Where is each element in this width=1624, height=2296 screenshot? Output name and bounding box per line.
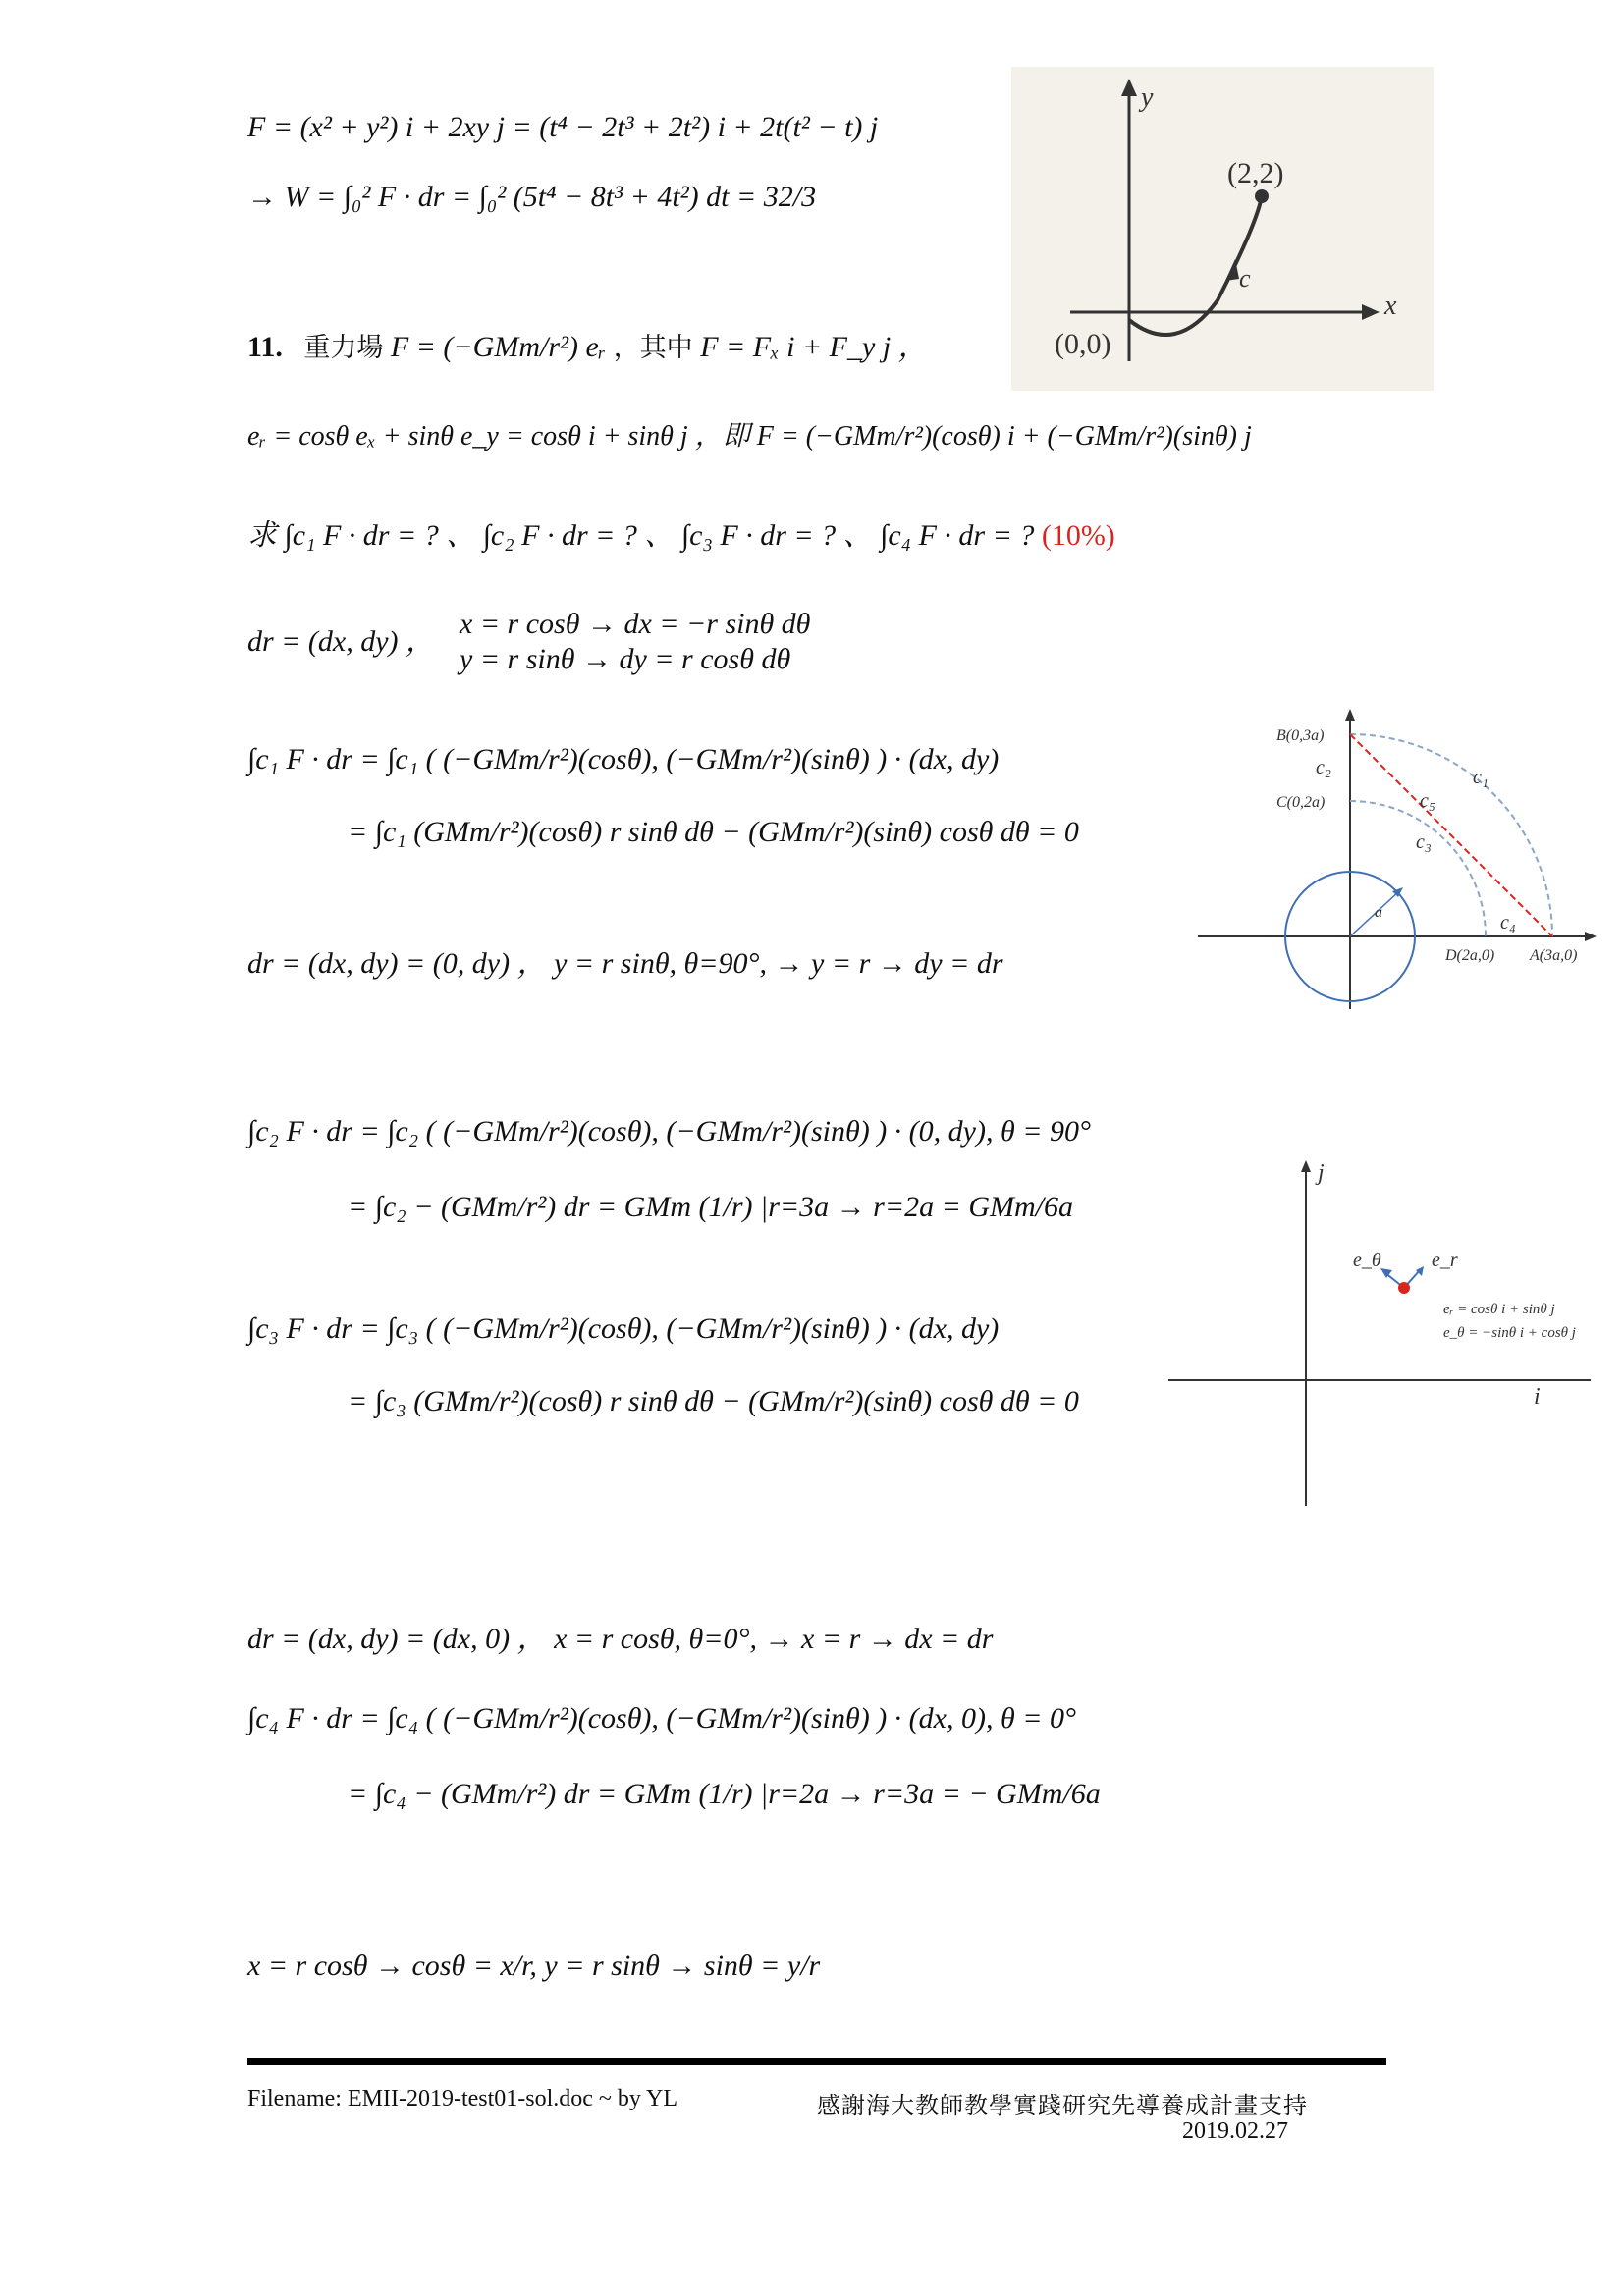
path-c1-label-bottom: c₄ — [1500, 912, 1516, 934]
figure-unit-vectors — [1159, 1158, 1610, 1512]
equation-c2-result: = ∫c₂ − (GMm/r²) dr = GMm (1/r) |r=3a → r=2a = GMm/6a — [348, 1191, 1073, 1223]
equation-dx: x = r cosθ → dx = −r sinθ dθ — [460, 608, 811, 640]
path-c5-label: c₅ — [1420, 790, 1435, 812]
position-point — [1398, 1282, 1410, 1294]
equation-c4-result: = ∫c₄ − (GMm/r²) dr = GMm (1/r) |r=2a → r=3a = − GMm/6a — [348, 1778, 1101, 1810]
e-r-definition: eᵣ = cosθ i + sinθ j — [1443, 1302, 1555, 1317]
equation-c2-integral: ∫c₂ F · dr = ∫c₂ ( (−GMm/r²)(cosθ), (−GMm/r²)(sinθ) ) · (0, dy), θ = 90° — [247, 1115, 1091, 1148]
point-b-label: B(0,3a) — [1276, 727, 1325, 744]
gravity-formula: F = (−GMm/r²) eᵣ — [390, 331, 607, 363]
e-theta-definition: e_θ = −sinθ i + cosθ j — [1443, 1325, 1576, 1341]
radius-a-label: a — [1375, 904, 1382, 921]
figure3-j-label: j — [1318, 1160, 1325, 1186]
point-d-label: D(2a,0) — [1445, 947, 1495, 964]
point-c-label: C(0,2a) — [1276, 794, 1326, 811]
equation-c4-integral: ∫c₄ F · dr = ∫c₄ ( (−GMm/r²)(cosθ), (−GMm/r²)(sinθ) ) · (dx, 0), θ = 0° — [247, 1702, 1076, 1735]
curve-end-point — [1255, 189, 1269, 203]
point-a-label: A(3a,0) — [1530, 947, 1578, 964]
figure1-end-label: (2,2) — [1227, 157, 1284, 189]
footer-filename: Filename: EMII-2019-test01-sol.doc ~ by YL — [247, 2086, 678, 2111]
equation-dy: y = r sinθ → dy = r cosθ dθ — [460, 643, 791, 675]
figure3-i-label: i — [1534, 1384, 1541, 1410]
path-c3-label: c₃ — [1416, 831, 1432, 853]
force-decomposition: F = Fₓ i + F_y j ， — [700, 331, 928, 363]
equation-dr: dr = (dx, dy) ， — [247, 625, 436, 658]
equation-c2-substitution: dr = (dx, dy) = (0, dy) ， y = r sinθ, θ=90°, → y = r → dy = dr — [247, 947, 1003, 980]
question-text: 求 ∫c₁ F · dr = ? 、 ∫c₂ F · dr = ? 、 ∫c₃ F · dr = ? 、 ∫c₄ F · dr = ? — [247, 519, 1035, 552]
figure1-origin-label: (0,0) — [1055, 328, 1111, 360]
question-points: (10%) — [1041, 519, 1115, 552]
problem-connector: ，其中 — [613, 333, 693, 363]
figure-curve-path — [1011, 67, 1434, 391]
figure1-curve-label: c — [1239, 264, 1251, 293]
problem-title: 重力場 — [303, 333, 384, 363]
equation-force-field: F = (x² + y²) i + 2xy j = (t⁴ − 2t³ + 2t²) i + 2t(t² − t) j — [247, 111, 879, 143]
equation-unit-vector: eᵣ = cosθ eₓ + sinθ e_y = cosθ i + sinθ j ，即 F = (−GMm/r²)(cosθ) i + (−GMm/r²)(sinθ) j — [247, 421, 1252, 452]
equation-work-integral: → W = ∫₀² F · dr = ∫₀² (5t⁴ − 8t³ + 4t²) dt = 32/3 — [247, 181, 817, 213]
equation-c3-integral: ∫c₃ F · dr = ∫c₃ ( (−GMm/r²)(cosθ), (−GMm/r²)(sinθ) ) · (dx, dy) — [247, 1312, 1000, 1345]
figure1-x-label: x — [1384, 291, 1397, 321]
equation-c1-result: = ∫c₁ (GMm/r²)(cosθ) r sinθ dθ − (GMm/r²)(sinθ) cosθ dθ = 0 — [348, 816, 1079, 848]
footer-thanks — [817, 2086, 1308, 2120]
footer-rule — [247, 2058, 1386, 2065]
equation-c1-integral: ∫c₁ F · dr = ∫c₁ ( (−GMm/r²)(cosθ), (−GMm/r²)(sinθ) ) · (dx, dy) — [247, 743, 1000, 775]
e-theta-label: e_θ — [1353, 1250, 1381, 1271]
figure1-y-label: y — [1141, 82, 1154, 113]
footer-date: 2019.02.27 — [1182, 2118, 1288, 2144]
path-c1-label-top: c₁ — [1473, 767, 1489, 788]
e-r-label: e_r — [1432, 1250, 1458, 1271]
footer-thanks-text: 感謝海大教師教學實踐研究先導養成計畫支持 — [817, 2092, 1308, 2119]
equation-polar-relations: x = r cosθ → cosθ = x/r, y = r sinθ → sinθ = y/r — [247, 1949, 821, 1982]
path-c2-label: c₂ — [1316, 757, 1331, 778]
problem-11-heading — [247, 322, 928, 365]
equation-c4-substitution: dr = (dx, dy) = (dx, 0) ， x = r cosθ, θ=0°, → x = r → dx = dr — [247, 1623, 994, 1655]
equation-c3-result: = ∫c₃ (GMm/r²)(cosθ) r sinθ dθ − (GMm/r²)(sinθ) cosθ dθ = 0 — [348, 1385, 1079, 1417]
equation-question — [247, 518, 1115, 554]
figure-quarter-circle-paths — [1188, 695, 1600, 1019]
problem-number: 11. — [247, 331, 283, 363]
